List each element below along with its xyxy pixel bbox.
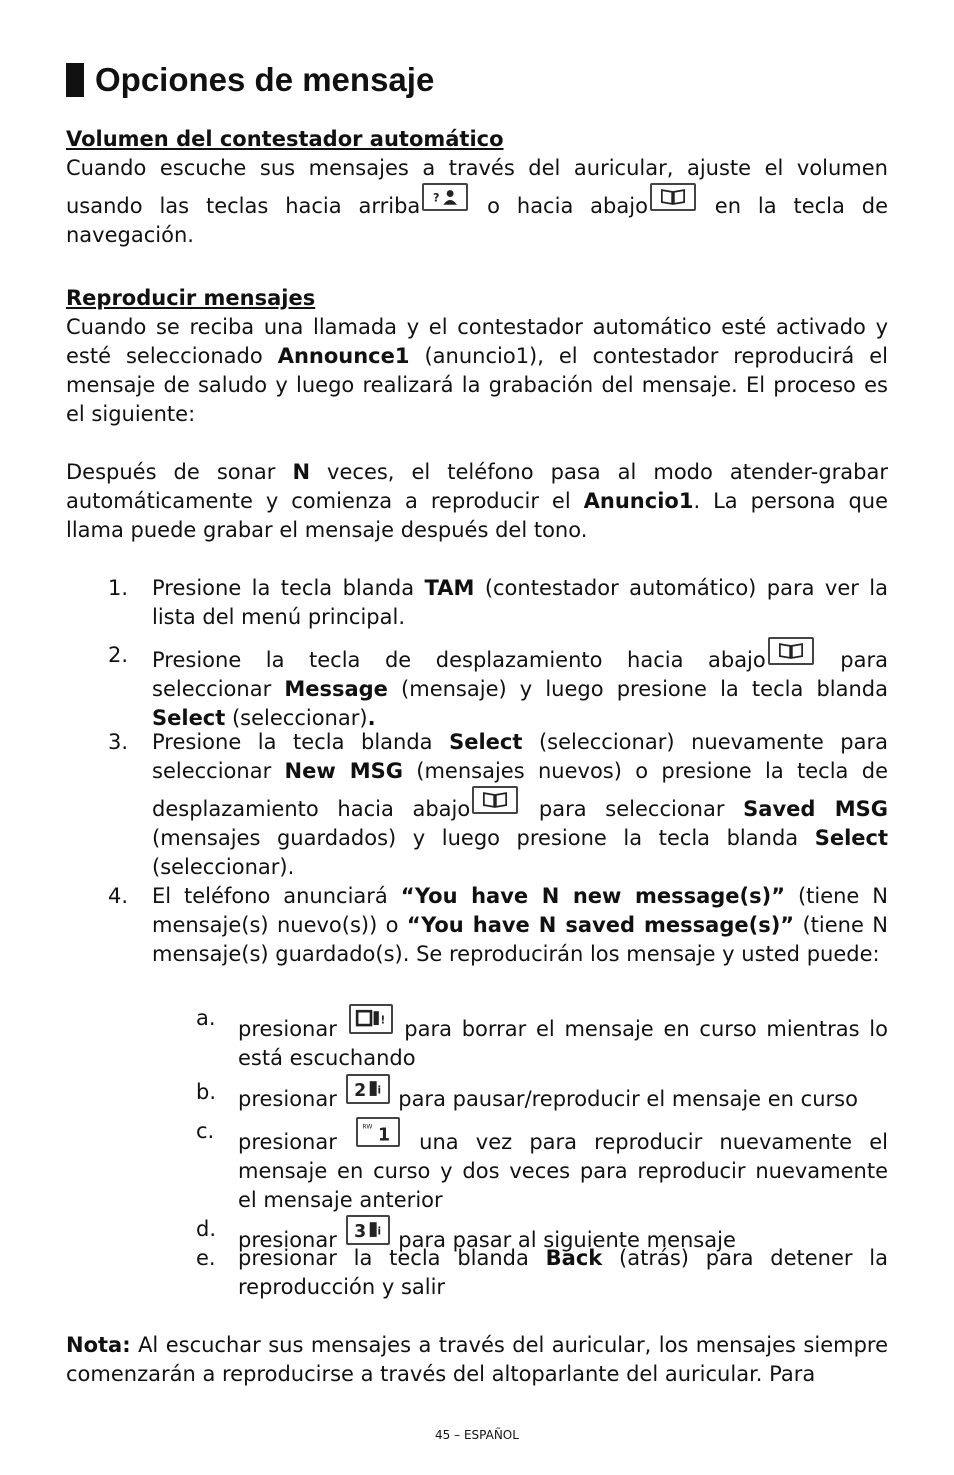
step-text-part: (mensajes guardados) y luego presione la tecla blanda (152, 826, 815, 850)
step-text (152, 728, 888, 882)
svg-text:i: i (377, 1225, 381, 1238)
p2-text-a: Después de sonar (66, 460, 293, 484)
0-key-icon (349, 1004, 393, 1034)
page-title (66, 60, 434, 100)
step-text-part: (contestador automático) para ver la lista del menú principal. (152, 576, 888, 629)
back-label: Back (545, 1246, 603, 1270)
p1-text-c: (anuncio1), el contestador reproducirá el mensaje de saludo y luego realizará la grabación del mensaje. El proceso es el siguiente: (66, 344, 888, 426)
step-number: 2. (108, 643, 129, 667)
down-arrow-key-icon (650, 183, 696, 211)
volume-text-c: en la tecla de navegación. (66, 194, 888, 247)
svg-text:3: 3 (353, 1221, 366, 1242)
saved-message-quote: “You have N saved message(s)” (406, 913, 795, 937)
step-number: 3. (108, 730, 129, 754)
step-text (152, 882, 888, 969)
3-key-icon (346, 1215, 390, 1245)
down-arrow-key-icon (768, 637, 814, 665)
step-text-part: (seleccionar). (152, 855, 295, 879)
step-text-part: Presione la tecla de desplazamiento hacia abajo (152, 648, 766, 672)
period: . (367, 706, 376, 730)
substep-text-part: una vez para reproducir nuevamente el mensaje en curso y dos veces para reproducir nuevamente el mensaje anterior (238, 1130, 888, 1212)
step-text (152, 574, 888, 632)
volume-paragraph (66, 154, 888, 250)
step-text-part: Presione la tecla blanda (152, 730, 450, 754)
anuncio1-label: Anuncio1 (583, 489, 694, 513)
substep-letter: e. (196, 1246, 216, 1270)
new-message-quote: “You have N new message(s)” (400, 884, 786, 908)
saved-msg-label: Saved MSG (743, 797, 888, 821)
section-heading-volume: Volumen del contestador automático (66, 127, 504, 151)
step-text-part: (tiene N mensaje(s) guardado(s). Se reproducirán los mensaje y usted puede: (152, 913, 888, 966)
up-arrow-key-icon (422, 183, 468, 211)
step-text-part: (mensaje) y luego presione la tecla blanda (387, 677, 888, 701)
step-text-part: (tiene N mensaje(s) nuevo(s)) o (152, 884, 888, 937)
substep-letter: d. (196, 1217, 217, 1241)
step-text-part: para seleccionar (152, 648, 888, 701)
svg-text:i: i (377, 1084, 381, 1097)
substep-letter: c. (196, 1119, 215, 1143)
volume-text-b: o hacia abajo (470, 194, 648, 218)
substep-text-part: presionar (238, 1228, 337, 1252)
select-label: Select (449, 730, 523, 754)
substep-text-part: para borrar el mensaje en curso mientras lo está escuchando (238, 1017, 888, 1070)
svg-text:RW: RW (362, 1123, 373, 1131)
new-msg-label: New MSG (284, 759, 403, 783)
message-label: Message (284, 677, 388, 701)
playback-paragraph-2 (66, 458, 888, 545)
section-heading-playback: Reproducir mensajes (66, 286, 316, 310)
1-key-icon (356, 1117, 400, 1147)
step-number: 4. (108, 884, 129, 908)
step-text-part: para seleccionar (520, 797, 744, 821)
substep-text-part: presionar (238, 1130, 337, 1154)
substep-text-part: (atrás) para detener la reproducción y salir (238, 1246, 888, 1299)
p2-text-e: . La persona que llama puede grabar el mensaje después del tono. (66, 489, 888, 542)
substep-text-part: para pausar/reproducir el mensaje en curso (398, 1087, 858, 1111)
substep-text-part: presionar (238, 1017, 337, 1041)
step-text-part: (mensajes nuevos) o presione la tecla de desplazamiento hacia abajo (152, 759, 888, 821)
page-title-text: Opciones de mensaje (95, 61, 435, 98)
step-text-part: Presione la tecla blanda (152, 576, 425, 600)
down-arrow-key-icon (472, 786, 518, 814)
step-text-part: (seleccionar) (225, 706, 368, 730)
substep-letter: b. (196, 1080, 217, 1104)
step-text (152, 637, 888, 733)
playback-paragraph-1 (66, 313, 888, 429)
2-key-icon (346, 1074, 390, 1104)
announce1-label: Announce1 (277, 344, 410, 368)
note-paragraph (66, 1331, 888, 1389)
substep-text-part: presionar la tecla blanda (238, 1246, 546, 1270)
p2-text-c: veces, el teléfono pasa al modo atender-grabar automáticamente y comienza a reproducir el (66, 460, 888, 513)
title-bar-icon (66, 63, 84, 97)
substep-text (238, 1074, 888, 1114)
page-footer: 45 – ESPAÑOL (435, 1428, 519, 1442)
substep-text (238, 1117, 888, 1215)
tam-label: TAM (424, 576, 475, 600)
svg-text:!: ! (380, 1014, 385, 1027)
substep-text (238, 1004, 888, 1073)
substep-text-part: para pasar al siguiente mensaje (398, 1228, 736, 1252)
substep-letter: a. (196, 1006, 216, 1030)
svg-text:?: ? (433, 191, 440, 205)
n-label: N (292, 460, 311, 484)
substep-text-part: presionar (238, 1087, 337, 1111)
step-text-part: El teléfono anunciará (152, 884, 401, 908)
note-label: Nota: (66, 1333, 131, 1357)
substep-text (238, 1244, 888, 1302)
p1-text-a: Cuando se reciba una llamada y el contestador automático esté activado y esté seleccionado (66, 315, 888, 368)
step-text-part: (seleccionar) nuevamente para seleccionar (152, 730, 888, 783)
svg-text:1: 1 (378, 1125, 391, 1145)
svg-text:2: 2 (353, 1080, 366, 1101)
note-text: Al escuchar sus mensajes a través del auricular, los mensajes siempre comenzarán a reproducirse a través del altoparlante del auricular. Para (66, 1333, 888, 1386)
volume-text-a: Cuando escuche sus mensajes a través del auricular, ajuste el volumen usando las teclas hacia arriba (66, 156, 888, 218)
select-label: Select (152, 706, 226, 730)
step-number: 1. (108, 576, 129, 600)
select-label: Select (814, 826, 888, 850)
